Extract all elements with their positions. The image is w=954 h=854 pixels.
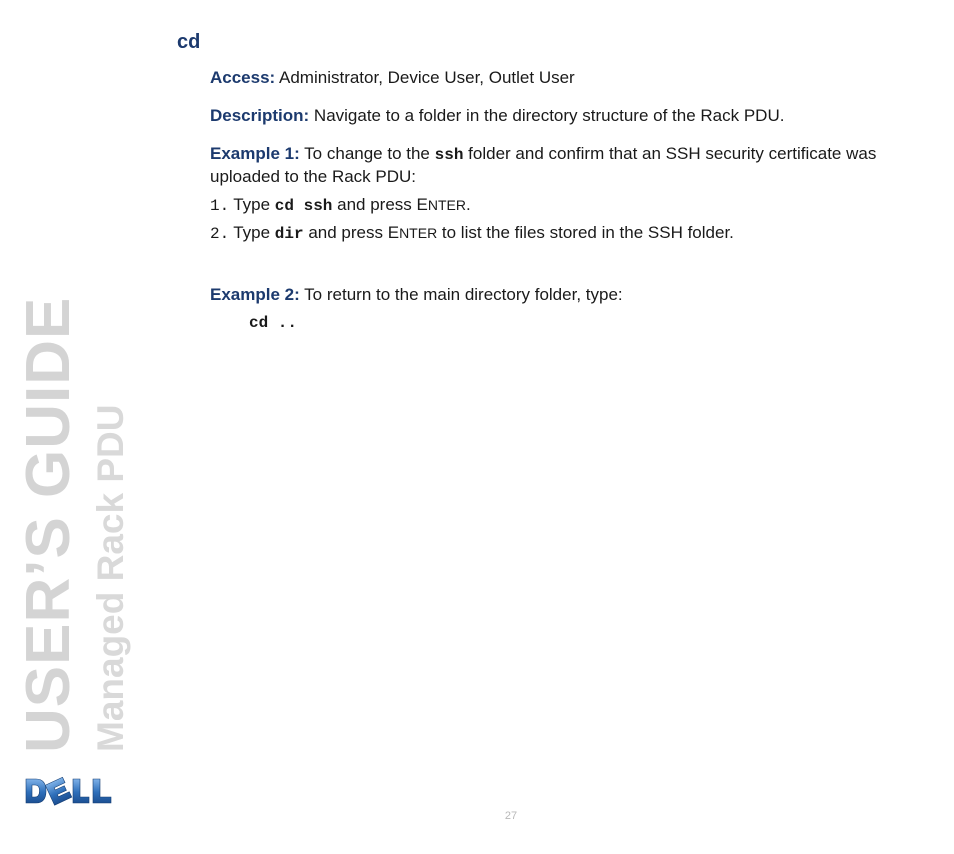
- page-title: cd: [177, 31, 201, 53]
- description-paragraph: [210, 105, 900, 127]
- access-text: Administrator, Device User, Outlet User: [275, 68, 575, 87]
- example1-paragraph: [210, 143, 900, 188]
- step-2: [210, 222, 734, 245]
- step-key-rest: NTER: [427, 197, 466, 213]
- step-text-middle: and press: [303, 223, 388, 242]
- example2-paragraph: [210, 284, 900, 306]
- page-number: 27: [504, 810, 518, 822]
- step-text-middle: and press: [332, 195, 417, 214]
- step-code: cd ssh: [274, 197, 333, 215]
- example1-text-before: To change to the: [299, 144, 435, 163]
- example2-code: cd ..: [249, 314, 298, 332]
- example1-label: Example 1:: [210, 144, 300, 163]
- dell-logo: [25, 776, 113, 806]
- step-text-after: .: [465, 195, 471, 214]
- step-1: [210, 194, 471, 217]
- example2-text: To return to the main directory folder, type:: [299, 285, 623, 304]
- step-code: dir: [274, 225, 304, 243]
- step-number: 2.: [210, 225, 230, 243]
- sidebar-product-name: Managed Rack PDU: [90, 404, 131, 752]
- example2-label: Example 2:: [210, 285, 300, 304]
- step-number: 1.: [210, 197, 230, 215]
- example1-code: ssh: [434, 146, 464, 164]
- access-paragraph: [210, 67, 900, 89]
- description-text: Navigate to a folder in the directory structure of the Rack PDU.: [309, 106, 785, 125]
- step-text-before: Type: [233, 195, 275, 214]
- access-label: Access:: [210, 68, 276, 87]
- step-text-after: to list the files stored in the SSH folder.: [437, 223, 734, 242]
- step-key-rest: NTER: [399, 225, 438, 241]
- sidebar-guide-title: USER’S GUIDE: [14, 296, 83, 753]
- step-key-initial: E: [387, 223, 400, 242]
- step-text-before: Type: [233, 223, 275, 242]
- step-key-initial: E: [416, 195, 428, 214]
- example1-text-after: folder and confirm that an SSH security certificate was uploaded to the Rack PDU:: [210, 144, 877, 186]
- description-label: Description:: [210, 106, 310, 125]
